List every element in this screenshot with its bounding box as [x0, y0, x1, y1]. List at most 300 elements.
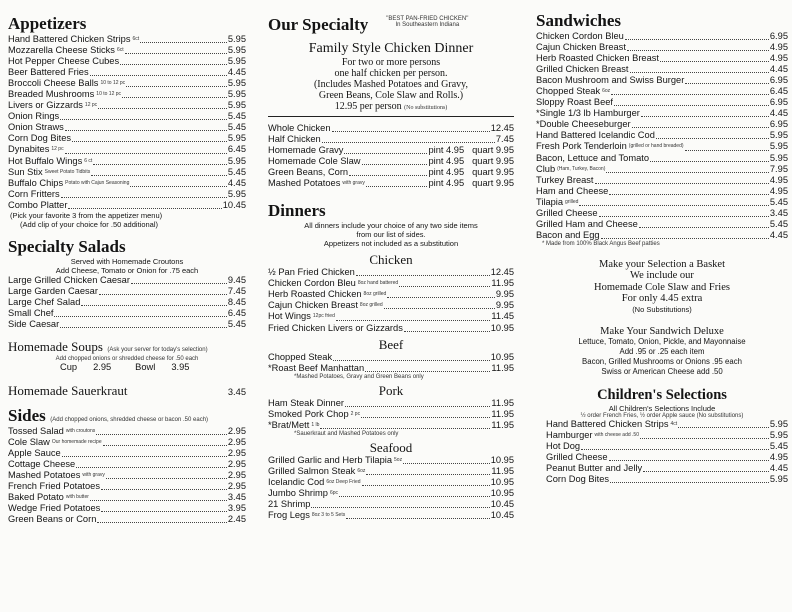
item-name: Icelandic Cod — [268, 476, 325, 487]
item-price: 10.95 — [490, 454, 514, 465]
specialty-row — [268, 145, 514, 156]
item-note: 1 lb — [311, 421, 320, 428]
appetizers-heading: Appetizers — [8, 14, 87, 33]
leader-dots — [333, 360, 490, 361]
item-name: Frog Legs — [268, 510, 310, 521]
item-note: (grilled or hand breaded) — [628, 143, 684, 150]
item-name: Corn Fritters — [8, 188, 60, 199]
item-price: 6.45 — [227, 144, 246, 155]
seafood-row — [268, 510, 514, 521]
leader-dots — [611, 94, 769, 95]
item-price: 4.45 — [769, 229, 788, 240]
dinners-sub-1: All dinners include your choice of any two side items — [304, 221, 478, 231]
item-price: 10.45 — [490, 498, 514, 509]
item-price: 10.95 — [490, 476, 514, 487]
leader-dots — [384, 308, 495, 309]
deluxe-details — [536, 337, 788, 377]
soups-heading: Homemade Soups — [8, 338, 103, 354]
leader-dots — [685, 150, 769, 151]
leader-dots — [404, 331, 490, 332]
item-name: Mashed Potatoes — [8, 470, 81, 481]
sandwiches-list — [536, 31, 788, 241]
kids-row — [546, 463, 788, 474]
leader-dots — [614, 105, 769, 106]
item-name: Cole Slaw — [8, 437, 50, 448]
combo-note-1: (Pick your favorite 3 from the appetizer menu) — [10, 210, 163, 220]
best-chicken-stamp — [386, 16, 468, 28]
item-note: 10 to 12 pc — [96, 91, 122, 98]
item-note: with gravy — [342, 180, 365, 187]
item-note: with croutons — [65, 428, 96, 435]
appetizer-row — [8, 56, 246, 67]
item-note: 6oz — [602, 88, 611, 95]
combo-note-2: (Add clip of your choice for .50 additional) — [20, 219, 158, 229]
item-name: French Fried Potatoes — [8, 481, 100, 492]
seafood-list — [268, 455, 514, 521]
item-name: Grilled Salmon Steak — [268, 465, 356, 476]
appetizer-row — [8, 122, 246, 133]
item-name: Broccoli Cheese Balls — [8, 78, 99, 89]
item-price: 5.45 — [227, 111, 246, 122]
chicken-row — [268, 289, 514, 300]
deluxe-line: Add .95 or .25 each item — [619, 346, 705, 356]
item-name: Whole Chicken — [268, 123, 331, 133]
item-price: 2.95 — [227, 437, 246, 448]
item-note: 12pc fried — [312, 313, 335, 320]
item-name: Fresh Pork Tenderloin — [536, 141, 627, 152]
specialty-row — [268, 134, 514, 145]
leader-dots — [362, 485, 490, 486]
appetizer-row — [8, 111, 246, 122]
leader-dots — [332, 131, 490, 132]
sauerkraut-row — [8, 383, 246, 398]
appetizers-list — [8, 34, 246, 211]
item-price: 5.95 — [227, 133, 246, 144]
leader-dots — [96, 434, 227, 435]
side-row — [8, 481, 246, 492]
item-price: 7.45 — [227, 285, 246, 296]
item-note: Our homemade recipe — [51, 439, 102, 446]
beef-row — [268, 352, 514, 363]
item-name: Beer Battered Fries — [8, 67, 89, 78]
leader-dots — [387, 297, 495, 298]
item-name: Chicken Cordon Bleu — [268, 278, 356, 289]
item-price: 5.95 — [227, 45, 246, 56]
item-price: 5.95 — [227, 188, 246, 199]
seafood-row — [268, 499, 514, 510]
item-price: 11.95 — [491, 408, 514, 419]
our-specialty-heading: Our Specialty — [268, 15, 369, 34]
leader-dots — [90, 500, 227, 501]
leader-dots — [627, 50, 769, 51]
item-name: Mozzarella Cheese Sticks — [8, 45, 115, 56]
stamp-line-1: "BEST PAN-FRIED CHICKEN" — [386, 16, 469, 22]
leader-dots — [62, 456, 227, 457]
family-line: (Includes Mashed Potatoes and Gravy, — [313, 79, 469, 90]
item-price: 11.95 — [491, 278, 514, 289]
dinners-heading: Dinners — [268, 201, 326, 221]
item-note: (Ham, Turkey, Bacon) — [557, 165, 606, 172]
appetizer-row — [8, 178, 246, 189]
sandwich-row — [536, 108, 788, 119]
beef-heading: Beef — [378, 336, 404, 352]
childrens-list — [536, 419, 788, 485]
specialty-salads-heading: Specialty Salads — [8, 236, 126, 256]
item-name: Grilled Garlic and Herb Tilapia — [268, 454, 393, 465]
item-name: Chopped Steak — [536, 86, 601, 97]
leader-dots — [641, 116, 769, 117]
specialty-header — [268, 15, 514, 35]
item-price: 4.95 — [769, 452, 788, 463]
kids-row — [546, 452, 788, 463]
beef-note: *Mashed Potatoes, Gravy and Green Beans only — [294, 373, 424, 380]
item-name: Hamburger — [546, 429, 593, 440]
item-name: *Brat/Mett — [268, 419, 310, 430]
soup-prices-row — [8, 362, 246, 373]
sandwich-row — [536, 42, 788, 53]
sandwiches-heading: Sandwiches — [536, 11, 622, 30]
seafood-heading: Seafood — [369, 439, 413, 455]
item-price: 3.45 — [227, 492, 246, 503]
item-note: with gravy — [82, 472, 105, 479]
item-price: 6.95 — [769, 97, 788, 108]
item-name: Bacon, Lettuce and Tomato — [536, 152, 650, 163]
item-name: Bacon Mushroom and Swiss Burger — [536, 75, 685, 86]
family-price: 12.95 per person — [334, 101, 402, 112]
item-price: 3.45 — [769, 207, 788, 218]
sandwich-row — [536, 186, 788, 197]
childrens-sub-1: All Children's Selections Include — [608, 403, 716, 413]
appetizer-row — [8, 200, 246, 211]
item-name: Side Caesar — [8, 318, 60, 329]
leader-dots — [606, 172, 769, 173]
leader-dots — [601, 238, 769, 239]
leader-dots — [60, 119, 227, 120]
leader-dots — [130, 186, 227, 187]
seafood-row — [268, 477, 514, 488]
leader-dots — [72, 141, 227, 142]
leader-dots — [660, 61, 769, 62]
item-price: 4.95 — [769, 174, 788, 185]
basket-line: For only 4.45 extra — [621, 293, 703, 305]
item-name: Half Chicken — [268, 134, 321, 145]
pork-list — [268, 398, 514, 431]
leader-dots — [625, 39, 769, 40]
item-price: 10.95 — [490, 487, 514, 498]
leader-dots — [365, 371, 490, 372]
sandwich-row — [536, 86, 788, 97]
item-name: Combo Platter — [8, 199, 68, 210]
sandwich-row — [536, 230, 788, 241]
item-price: 4.45 — [769, 64, 788, 75]
item-note: 5oz — [394, 456, 403, 463]
item-name: Grilled Ham and Cheese — [536, 218, 638, 229]
pork-row — [268, 398, 514, 409]
sides-heading: Sides — [8, 406, 46, 426]
item-name: Green Beans or Corn — [8, 514, 97, 525]
family-style-heading: Family Style Chicken Dinner — [308, 41, 474, 56]
deluxe-line: Swiss or American Cheese add .50 — [601, 366, 723, 376]
item-price: quart 9.95 — [472, 167, 514, 178]
item-price: 4.45 — [769, 108, 788, 119]
item-name: Corn Dog Bites — [546, 474, 610, 485]
item-price: 2.95 — [227, 448, 246, 459]
chicken-row — [268, 278, 514, 289]
salad-row — [8, 286, 246, 297]
leader-dots — [685, 83, 769, 84]
leader-dots — [366, 186, 428, 187]
chicken-heading: Chicken — [369, 252, 413, 268]
item-name: Fried Chicken Livers or Gizzards — [268, 322, 403, 333]
leader-dots — [345, 406, 490, 407]
item-name: Grilled Cheese — [546, 452, 608, 463]
item-pint-price: pint 4.95 — [428, 178, 465, 189]
leader-dots — [322, 142, 495, 143]
leader-dots — [120, 64, 227, 65]
chicken-list — [268, 267, 514, 333]
beef-list — [268, 352, 514, 374]
item-price: 4.45 — [227, 67, 246, 78]
item-note: 10 to 12 pc — [100, 80, 126, 87]
item-price: 2.95 — [227, 470, 246, 481]
item-name: Breaded Mushrooms — [8, 89, 95, 100]
item-note: 8oz grilled — [363, 291, 387, 298]
item-price: 5.95 — [227, 34, 246, 44]
appetizer-row — [8, 167, 246, 178]
leader-dots — [101, 511, 227, 512]
item-price: 3.95 — [227, 503, 246, 514]
leader-dots — [97, 522, 227, 523]
sandwich-footnote: * Made from 100% Black Angus Beef patties — [542, 240, 660, 247]
leader-dots — [361, 417, 490, 418]
item-name: Chopped Steak — [268, 351, 333, 362]
item-note: 8oz grilled — [359, 302, 383, 309]
item-price: 7.95 — [769, 163, 788, 174]
leader-dots — [125, 53, 227, 54]
item-name: Sloppy Roast Beef — [536, 97, 614, 108]
leader-dots — [609, 460, 769, 461]
item-name: Large Grilled Chicken Caesar — [8, 274, 130, 285]
leader-dots — [581, 449, 769, 450]
sandwich-row — [536, 141, 788, 152]
item-price: 5.95 — [227, 155, 246, 166]
stamp-line-2: In Southeastern Indiana — [395, 22, 460, 28]
leader-dots — [643, 471, 769, 472]
item-price: 4.95 — [769, 42, 788, 53]
basket-note: (No Substitutions) — [632, 304, 692, 314]
basket-line: Homemade Cole Slaw and Fries — [594, 281, 730, 293]
item-pint-price: pint 4.95 — [428, 167, 465, 178]
leader-dots — [399, 286, 490, 287]
item-name: Corn Dog Bites — [8, 133, 72, 144]
item-name: Cajun Chicken Breast — [268, 300, 358, 311]
item-name: Herb Roasted Chicken Breast — [536, 53, 659, 64]
item-name: Ham Steak Dinner — [268, 397, 344, 408]
side-row — [8, 448, 246, 459]
item-price: 10.95 — [490, 351, 514, 362]
pork-heading: Pork — [378, 382, 404, 398]
item-price: 9.45 — [227, 274, 246, 285]
chicken-row — [268, 323, 514, 334]
item-price: 5.95 — [227, 78, 246, 89]
item-name: Chicken Cordon Bleu — [536, 31, 624, 41]
leader-dots — [81, 305, 227, 306]
bowl-label: Bowl — [135, 361, 156, 372]
cup-price: 2.95 — [93, 361, 112, 372]
family-line: Green Beans, Cole Slaw and Rolls.) — [318, 90, 464, 101]
salads-sub-1: Served with Homemade Croutons — [70, 256, 184, 266]
item-price: quart 9.95 — [472, 156, 514, 167]
item-note: 6ct — [116, 47, 124, 54]
side-row — [8, 426, 246, 437]
soups-block — [8, 338, 246, 356]
item-note: 8oz 3 to 5 Sets — [311, 512, 346, 519]
item-price: 5.95 — [227, 56, 246, 67]
pork-note: *Sauerkraut and Mashed Potatoes only — [294, 430, 399, 437]
leader-dots — [656, 138, 769, 139]
leader-dots — [678, 427, 769, 428]
deluxe-line: Bacon, Grilled Mushrooms or Onions .95 each — [582, 356, 742, 366]
item-price: 2.95 — [227, 481, 246, 492]
appetizer-row — [8, 144, 246, 155]
sauerkraut-name: Homemade Sauerkraut — [8, 383, 128, 399]
leader-dots — [106, 478, 227, 479]
item-name: Tossed Salad — [8, 426, 64, 437]
appetizer-row — [8, 189, 246, 200]
item-name: Hot Buffalo Wings — [8, 155, 83, 166]
leader-dots — [630, 72, 769, 73]
item-name: *Roast Beef Manhattan — [268, 362, 365, 373]
item-price: 5.95 — [769, 130, 788, 141]
chicken-row — [268, 300, 514, 311]
beef-row — [268, 363, 514, 374]
item-price: 11.95 — [491, 397, 514, 408]
item-price: 10.45 — [490, 510, 514, 521]
item-price: 4.95 — [769, 185, 788, 196]
sandwich-row — [536, 75, 788, 86]
side-row — [8, 492, 246, 503]
leader-dots — [93, 164, 227, 165]
leader-dots — [140, 42, 227, 43]
appetizer-row — [8, 100, 246, 111]
salad-row — [8, 319, 246, 330]
item-price: 4.95 — [769, 53, 788, 64]
item-pint-price: pint 4.95 — [428, 156, 465, 167]
appetizer-row — [8, 78, 246, 89]
item-name: Onion Straws — [8, 122, 64, 133]
family-style-description — [268, 57, 514, 101]
leader-dots — [126, 86, 227, 87]
salads-list — [8, 275, 246, 330]
appetizer-row — [8, 67, 246, 78]
family-price-row — [268, 101, 514, 112]
leader-dots — [362, 164, 428, 165]
salad-row — [8, 308, 246, 319]
item-price: 2.45 — [227, 514, 246, 525]
leader-dots — [103, 445, 227, 446]
item-name: Livers or Gizzards — [8, 100, 83, 111]
leader-dots — [131, 283, 227, 284]
item-name: Ham and Cheese — [536, 185, 609, 196]
item-name: Apple Sauce — [8, 448, 61, 459]
item-name: Jumbo Shrimp — [268, 487, 328, 498]
item-price: 11.45 — [491, 311, 514, 322]
item-name: Baked Potato — [8, 492, 64, 503]
item-price: 5.95 — [769, 152, 788, 163]
item-price: 8.45 — [227, 296, 246, 307]
leader-dots — [640, 438, 769, 439]
leader-dots — [98, 108, 227, 109]
leader-dots — [595, 183, 769, 184]
item-price: 5.45 — [227, 318, 246, 329]
item-note: with cheese add .50 — [594, 431, 639, 438]
item-name: Turkey Breast — [536, 174, 594, 185]
item-name: Hot Pepper Cheese Cubes — [8, 56, 120, 67]
sandwich-row — [536, 208, 788, 219]
item-price: 5.45 — [227, 166, 246, 177]
specialty-divider — [268, 116, 514, 117]
specialty-row — [268, 178, 514, 189]
leader-dots — [91, 175, 227, 176]
item-name: Hand Battered Chicken Strips — [546, 418, 669, 429]
deluxe-line: Lettuce, Tomato, Onion, Pickle, and Mayonnaise — [578, 336, 746, 346]
appetizer-row — [8, 156, 246, 167]
item-price: 5.95 — [769, 429, 788, 440]
leader-dots — [639, 227, 769, 228]
leader-dots — [336, 320, 491, 321]
side-row — [8, 459, 246, 470]
specialty-items-list — [268, 123, 514, 189]
leader-dots — [90, 75, 227, 76]
sandwich-row — [536, 197, 788, 208]
item-name: Hot Dog — [546, 440, 581, 451]
leader-dots — [366, 474, 490, 475]
item-name: Peanut Butter and Jelly — [546, 463, 643, 474]
leader-dots — [349, 175, 427, 176]
leader-dots — [403, 463, 490, 464]
basket-line: Make your Selection a Basket — [599, 258, 725, 270]
item-name: Buffalo Chips — [8, 177, 64, 188]
cup-label: Cup — [60, 361, 78, 372]
leader-dots — [101, 489, 227, 490]
basket-offer — [536, 259, 788, 305]
right-column — [536, 0, 788, 485]
sandwich-row — [536, 175, 788, 186]
item-price: 5.45 — [769, 218, 788, 229]
leader-dots — [65, 153, 227, 154]
item-note: 2 pc — [350, 410, 361, 417]
item-price: 6.45 — [227, 307, 246, 318]
sandwich-row — [536, 97, 788, 108]
item-price: 5.95 — [769, 418, 788, 429]
leader-dots — [356, 275, 490, 276]
leader-dots — [68, 208, 221, 209]
item-name: Smoked Pork Chop — [268, 408, 349, 419]
bowl-price: 3.95 — [171, 361, 190, 372]
salads-sub-2: Add Cheese, Tomato or Onion for .75 each — [55, 265, 199, 275]
item-price: 9.95 — [495, 300, 514, 311]
item-price: 9.95 — [495, 289, 514, 300]
item-name: Mashed Potatoes — [268, 178, 341, 189]
salad-row — [8, 297, 246, 308]
item-price: 11.95 — [491, 465, 514, 476]
item-name: 21 Shrimp — [268, 498, 311, 509]
item-price: 7.45 — [495, 134, 514, 145]
seafood-row — [268, 466, 514, 477]
item-price: quart 9.95 — [472, 145, 514, 156]
sandwich-row — [536, 153, 788, 164]
kids-row — [546, 419, 788, 430]
